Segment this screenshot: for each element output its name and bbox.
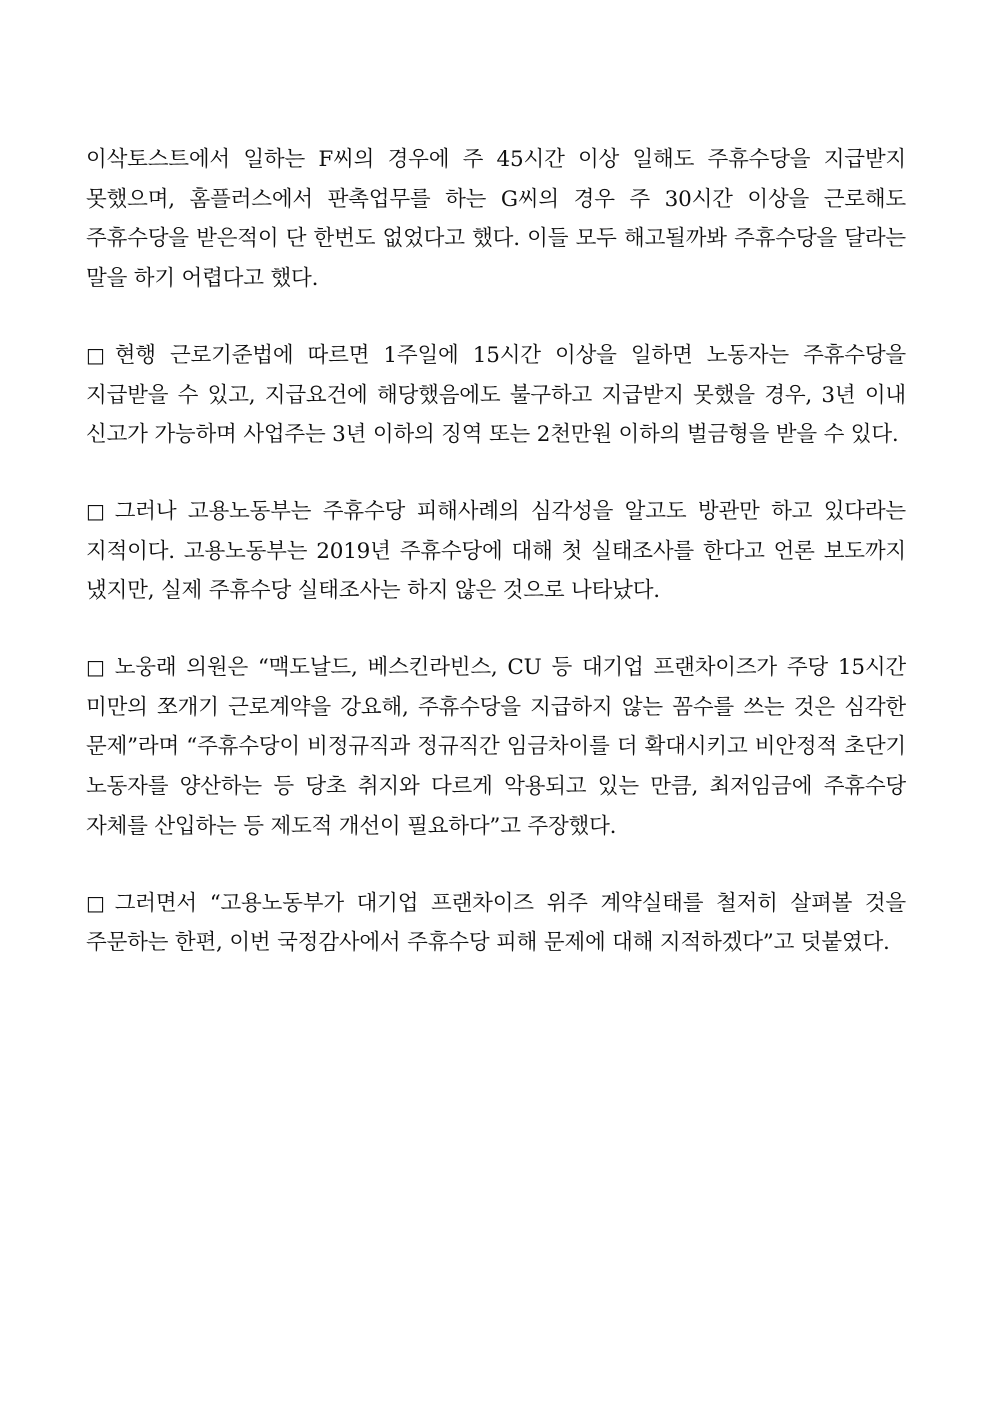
paragraph-text: 현행 근로기준법에 따르면 1주일에 15시간 이상을 일하면 노동자는 주휴수당을 지급받을 수 있고, 지급요건에 해당했음에도 불구하고 지급받지 못했을 경우, 3년 이내 신고가 가능하며 사업주는 3년 이하의 징역 또는 2천만원 이하의 벌금형을 받을 수 있다. xyxy=(86,342,906,448)
document-body xyxy=(86,140,906,1000)
paragraph-text: 이삭토스트에서 일하는 F씨의 경우에 주 45시간 이상 일해도 주휴수당을 지급받지 못했으며, 홈플러스에서 판촉업무를 하는 G씨의 경우 주 30시간 이상을 근로해도 주휴수당을 받은적이 단 한번도 없었다고 했다. 이들 모두 해고될까봐 주휴수당을 달라는 말을 하기 어렵다고 했다. xyxy=(86,147,906,292)
paragraph-text: 그러나 고용노동부는 주휴수당 피해사례의 심각성을 알고도 방관만 하고 있다라는 지적이다. 고용노동부는 2019년 주휴수당에 대해 첫 실태조사를 한다고 언론 보도까지 냈지만, 실제 주휴수당 실태조사는 하지 않은 것으로 나타났다. xyxy=(86,498,906,604)
paragraph-text: 그러면서 “고용노동부가 대기업 프랜차이즈 위주 계약실태를 철저히 살펴볼 것을 주문하는 한편, 이번 국정감사에서 주휴수당 피해 문제에 대해 지적하겠다”고 덧붙였다. xyxy=(86,890,906,956)
paragraph-labor-law xyxy=(86,336,906,455)
paragraph-worker-cases xyxy=(86,140,906,299)
paragraph-lawmaker-quote xyxy=(86,648,906,847)
paragraph-ministry-criticism xyxy=(86,492,906,611)
paragraph-text: 노웅래 의원은 “맥도날드, 베스킨라빈스, CU 등 대기업 프랜차이즈가 주당 15시간 미만의 쪼개기 근로계약을 강요해, 주휴수당을 지급하지 않는 꼼수를 쓰는 것은 심각한 문제”라며 “주휴수당이 비정규직과 정규직간 임금차이를 더 확대시키고 비안정적 초단기 노동자를 양산하는 등 당초 취지와 다르게 악용되고 있는 만큼, 최저임금에 주휴수당 자체를 산입하는 등 제도적 개선이 필요하다”고 주장했다. xyxy=(86,655,906,839)
checkbox-bullet-icon: □ xyxy=(86,342,105,367)
paragraph-closing-remark xyxy=(86,884,906,963)
checkbox-bullet-icon: □ xyxy=(86,655,105,680)
checkbox-bullet-icon: □ xyxy=(86,890,105,915)
checkbox-bullet-icon: □ xyxy=(86,498,105,523)
